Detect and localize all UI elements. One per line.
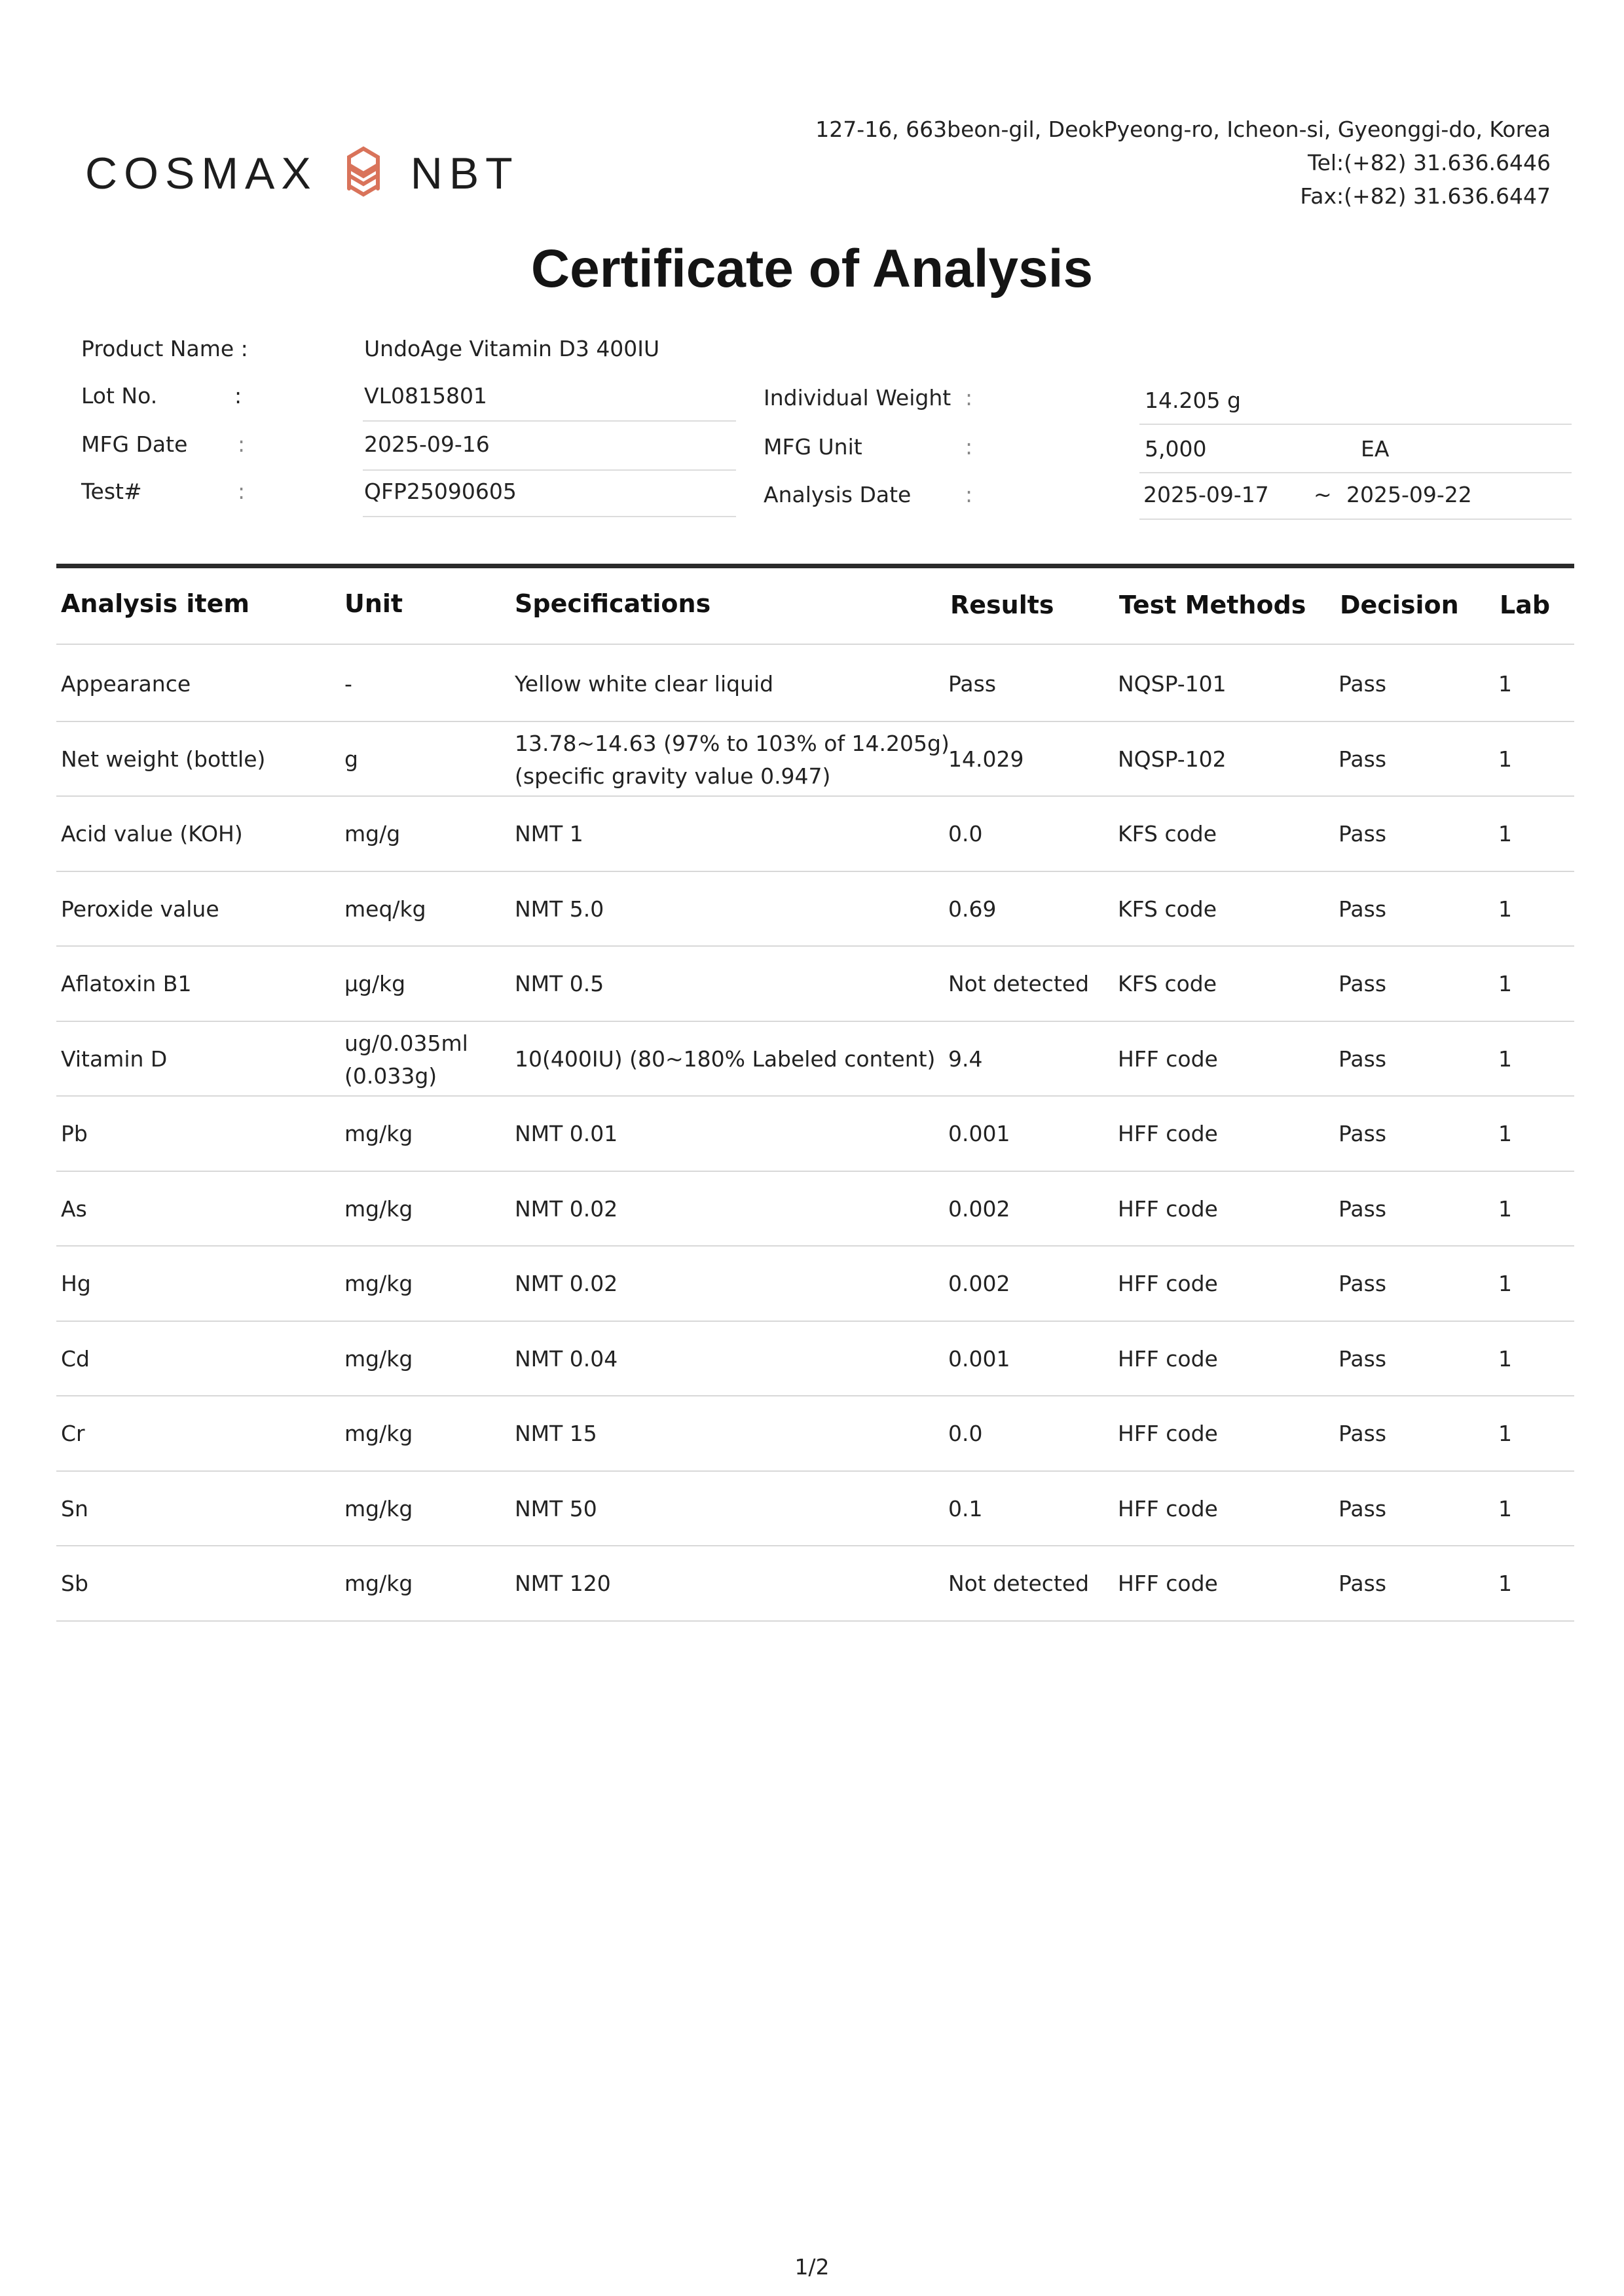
row-decision-line: Pass xyxy=(1338,746,1387,772)
row-unit-line: μg/kg xyxy=(344,971,406,996)
row-spec xyxy=(515,1193,618,1226)
mfg-unit-colon: : xyxy=(965,434,973,460)
row-item-line: Pb xyxy=(61,1121,88,1146)
row-method xyxy=(1118,743,1227,776)
row-lab-line: 1 xyxy=(1498,1345,1512,1372)
row-divider xyxy=(56,1245,1574,1247)
row-item xyxy=(61,1118,88,1150)
row-method xyxy=(1118,1043,1218,1076)
row-divider xyxy=(56,1470,1574,1472)
row-result-line: 0.1 xyxy=(948,1495,983,1522)
mfg-date-value: 2025-09-16 xyxy=(364,431,490,457)
product-name-label: Product Name : xyxy=(81,336,248,361)
mfg-unit-label: MFG Unit xyxy=(764,434,862,460)
row-item-line: As xyxy=(61,1195,87,1222)
row-unit-line: ug/0.035ml xyxy=(344,1030,468,1056)
row-result xyxy=(948,818,982,850)
product-name-value: UndoAge Vitamin D3 400IU xyxy=(364,336,660,361)
row-decision-line: Pass xyxy=(1338,1121,1387,1146)
row-unit xyxy=(344,668,352,701)
individual-weight-colon: : xyxy=(965,385,973,410)
row-result xyxy=(948,1118,1010,1150)
row-divider xyxy=(56,1095,1574,1097)
row-unit-line: mg/kg xyxy=(344,1495,413,1522)
row-spec-line: NMT 50 xyxy=(515,1495,597,1522)
row-result xyxy=(948,1567,1089,1600)
row-spec xyxy=(515,1267,618,1300)
row-result xyxy=(948,668,996,701)
document-title: Certificate of Analysis xyxy=(530,239,1094,299)
row-decision-line: Pass xyxy=(1338,821,1387,847)
mfg-date-colon: : xyxy=(238,431,246,457)
row-unit xyxy=(344,968,405,1000)
header-test-methods: Test Methods xyxy=(1119,591,1306,619)
company-address: 127-16, 663beon-gil, DeokPyeong-ro, Icheon-si, Gyeonggi-do, Korea xyxy=(815,117,1551,142)
row-decision xyxy=(1338,1567,1386,1600)
row-lab xyxy=(1498,1267,1512,1300)
header-lab: Lab xyxy=(1500,591,1551,619)
row-method xyxy=(1118,1193,1218,1226)
row-result-line: 0.69 xyxy=(948,896,997,922)
row-decision xyxy=(1338,818,1386,850)
row-result xyxy=(948,968,1089,1000)
row-lab xyxy=(1498,1343,1512,1376)
row-result xyxy=(948,1193,1010,1226)
row-lab xyxy=(1498,1417,1512,1450)
row-method xyxy=(1118,968,1217,1000)
row-spec xyxy=(515,1493,597,1525)
analysis-date-underline xyxy=(1139,519,1572,520)
row-method xyxy=(1118,1417,1218,1450)
row-item-line: Net weight (bottle) xyxy=(61,746,266,772)
row-decision-line: Pass xyxy=(1338,671,1387,697)
row-spec xyxy=(515,727,950,793)
row-spec xyxy=(515,668,773,701)
row-result-line: 0.001 xyxy=(948,1121,1010,1146)
row-method xyxy=(1118,1267,1218,1300)
company-tel: Tel:(+82) 31.636.6446 xyxy=(1308,150,1551,175)
row-unit-line: meq/kg xyxy=(344,896,426,922)
row-method xyxy=(1118,1118,1218,1150)
row-method xyxy=(1118,1567,1218,1600)
row-decision xyxy=(1338,668,1386,701)
row-decision xyxy=(1338,1118,1386,1150)
row-unit xyxy=(344,1343,413,1376)
row-unit xyxy=(344,1027,468,1093)
header-decision: Decision xyxy=(1340,591,1459,619)
row-item xyxy=(61,1193,87,1226)
row-spec-line: NMT 0.02 xyxy=(515,1195,618,1222)
row-unit xyxy=(344,1193,413,1226)
row-unit xyxy=(344,1417,413,1450)
test-colon: : xyxy=(238,479,246,504)
row-item-line: Sb xyxy=(61,1571,88,1596)
row-spec-line: NMT 120 xyxy=(515,1571,611,1596)
row-unit-line: mg/g xyxy=(344,821,401,847)
row-unit xyxy=(344,743,358,776)
row-lab xyxy=(1498,968,1512,1000)
individual-weight-value: 14.205 g xyxy=(1145,388,1241,413)
row-item-line: Appearance xyxy=(61,671,191,697)
row-unit-line: mg/kg xyxy=(344,1121,413,1146)
row-spec-line: NMT 0.02 xyxy=(515,1271,618,1296)
row-divider xyxy=(56,871,1574,872)
row-item xyxy=(61,818,243,850)
row-lab xyxy=(1498,668,1512,701)
row-decision-line: Pass xyxy=(1338,1571,1387,1596)
row-lab xyxy=(1498,1567,1512,1600)
row-lab-line: 1 xyxy=(1498,1495,1512,1522)
row-decision xyxy=(1338,1343,1386,1376)
row-divider xyxy=(56,795,1574,797)
row-item-line: Sn xyxy=(61,1495,88,1522)
row-unit-line: mg/kg xyxy=(344,1421,413,1446)
row-decision-line: Pass xyxy=(1338,1421,1387,1446)
lot-colon: : xyxy=(234,383,242,409)
row-decision-line: Pass xyxy=(1338,971,1387,996)
brand-name-left: COSMAX xyxy=(85,149,318,198)
row-item xyxy=(61,893,219,926)
table-top-rule xyxy=(56,564,1574,568)
row-method xyxy=(1118,893,1217,926)
row-item xyxy=(61,1043,167,1076)
row-item xyxy=(61,968,191,1000)
individual-weight-label: Individual Weight xyxy=(764,385,951,410)
row-method-line: HFF code xyxy=(1118,1121,1218,1146)
row-decision-line: Pass xyxy=(1338,1046,1387,1072)
row-unit-line: mg/kg xyxy=(344,1195,413,1222)
row-method-line: HFF code xyxy=(1118,1421,1218,1446)
row-unit xyxy=(344,1567,413,1600)
row-unit xyxy=(344,818,400,850)
row-lab-line: 1 xyxy=(1498,746,1512,772)
row-spec-line: NMT 5.0 xyxy=(515,896,604,922)
row-method-line: HFF code xyxy=(1118,1571,1218,1596)
row-method-line: KFS code xyxy=(1118,821,1217,847)
row-lab xyxy=(1498,1118,1512,1150)
row-method xyxy=(1118,1343,1218,1376)
row-spec-line: NMT 1 xyxy=(515,821,583,847)
row-decision xyxy=(1338,1267,1386,1300)
row-item xyxy=(61,668,191,701)
row-lab-line: 1 xyxy=(1498,1046,1512,1072)
row-result xyxy=(948,1267,1010,1300)
lot-label: Lot No. xyxy=(81,383,158,409)
table-header-rule xyxy=(56,644,1574,645)
page-number: 1/2 xyxy=(794,2254,830,2280)
row-method xyxy=(1118,1493,1218,1525)
row-spec-line: NMT 0.5 xyxy=(515,971,604,996)
lot-value: VL0815801 xyxy=(364,383,487,409)
row-spec-line: NMT 15 xyxy=(515,1421,597,1446)
mfg-date-underline xyxy=(363,469,736,471)
row-result xyxy=(948,1493,982,1525)
row-spec-line: NMT 0.04 xyxy=(515,1345,618,1372)
row-divider xyxy=(56,1395,1574,1396)
row-spec xyxy=(515,893,604,926)
row-decision-line: Pass xyxy=(1338,1271,1387,1296)
row-decision xyxy=(1338,893,1386,926)
row-result-line: Not detected xyxy=(948,971,1090,996)
row-divider xyxy=(56,721,1574,722)
row-unit-line-2: (0.033g) xyxy=(344,1063,437,1089)
row-lab-line: 1 xyxy=(1498,671,1512,697)
row-lab xyxy=(1498,1493,1512,1525)
row-spec xyxy=(515,1118,618,1150)
lot-underline xyxy=(363,420,736,422)
row-lab xyxy=(1498,1043,1512,1076)
row-spec-line: 10(400IU) (80~180% Labeled content) xyxy=(515,1046,936,1072)
row-spec xyxy=(515,968,604,1000)
row-decision-line: Pass xyxy=(1338,896,1387,922)
row-method-line: HFF code xyxy=(1118,1345,1218,1372)
row-result xyxy=(948,1417,982,1450)
row-unit xyxy=(344,1118,413,1150)
analysis-date-separator: ~ xyxy=(1314,482,1332,507)
row-decision xyxy=(1338,1417,1386,1450)
row-decision xyxy=(1338,968,1386,1000)
row-method-line: HFF code xyxy=(1118,1271,1218,1296)
test-value: QFP25090605 xyxy=(364,479,517,504)
row-result-line: 0.002 xyxy=(948,1271,1010,1296)
row-method xyxy=(1118,668,1227,701)
row-unit-line: mg/kg xyxy=(344,1571,413,1596)
row-divider xyxy=(56,1321,1574,1322)
row-result-line: Not detected xyxy=(948,1571,1090,1596)
row-method-line: HFF code xyxy=(1118,1495,1218,1522)
analysis-date-label: Analysis Date xyxy=(764,482,912,507)
individual-weight-underline xyxy=(1139,424,1572,425)
row-spec-line: Yellow white clear liquid xyxy=(515,671,774,697)
row-result-line: 14.029 xyxy=(948,746,1024,772)
row-item-line: Peroxide value xyxy=(61,896,219,922)
header-unit: Unit xyxy=(344,589,403,618)
row-decision xyxy=(1338,1193,1386,1226)
row-divider xyxy=(56,1021,1574,1022)
row-spec xyxy=(515,1043,935,1076)
header-results: Results xyxy=(950,591,1054,619)
row-result-line: 0.0 xyxy=(948,1421,983,1446)
analysis-date-from: 2025-09-17 xyxy=(1143,482,1269,507)
row-spec-line: NMT 0.01 xyxy=(515,1121,618,1146)
row-lab-line: 1 xyxy=(1498,1271,1512,1296)
row-unit-line: mg/kg xyxy=(344,1271,413,1296)
row-item-line: Acid value (KOH) xyxy=(61,821,243,847)
row-method-line: HFF code xyxy=(1118,1046,1218,1072)
row-item xyxy=(61,1493,88,1525)
mfg-date-label: MFG Date xyxy=(81,431,188,457)
row-result-line: 0.002 xyxy=(948,1195,1010,1222)
row-lab-line: 1 xyxy=(1498,1421,1512,1446)
analysis-date-colon: : xyxy=(965,482,973,507)
row-result-line: Pass xyxy=(948,671,997,697)
row-method-line: NQSP-101 xyxy=(1118,671,1227,697)
row-lab-line: 1 xyxy=(1498,1571,1512,1596)
row-unit-line: g xyxy=(344,746,358,772)
test-label: Test# xyxy=(81,479,142,504)
row-divider xyxy=(56,1171,1574,1172)
row-spec-line: 13.78~14.63 (97% to 103% of 14.205g) xyxy=(515,730,950,756)
row-unit-line: - xyxy=(344,671,352,697)
row-item xyxy=(61,743,265,776)
row-spec-line-2: (specific gravity value 0.947) xyxy=(515,763,831,789)
mfg-unit-underline xyxy=(1139,472,1572,473)
row-result-line: 0.0 xyxy=(948,821,983,847)
header-specifications: Specifications xyxy=(515,589,711,618)
company-address-block xyxy=(815,113,1551,213)
row-method-line: KFS code xyxy=(1118,971,1217,996)
row-spec xyxy=(515,1343,618,1376)
company-fax: Fax:(+82) 31.636.6447 xyxy=(1300,183,1551,209)
row-method-line: HFF code xyxy=(1118,1195,1218,1222)
row-lab-line: 1 xyxy=(1498,1195,1512,1222)
row-result-line: 9.4 xyxy=(948,1046,983,1072)
row-spec xyxy=(515,818,583,850)
row-spec xyxy=(515,1567,611,1600)
mfg-unit-suffix: EA xyxy=(1361,436,1390,462)
test-underline xyxy=(363,516,736,517)
analysis-date-to: 2025-09-22 xyxy=(1346,482,1472,507)
row-result xyxy=(948,893,996,926)
row-decision xyxy=(1338,1043,1386,1076)
company-logo xyxy=(85,141,519,206)
row-result xyxy=(948,1343,1010,1376)
row-unit xyxy=(344,1267,413,1300)
row-lab-line: 1 xyxy=(1498,1121,1512,1146)
row-spec xyxy=(515,1417,597,1450)
row-lab xyxy=(1498,1193,1512,1226)
row-decision-line: Pass xyxy=(1338,1195,1387,1222)
row-item xyxy=(61,1567,88,1600)
row-lab xyxy=(1498,893,1512,926)
row-item xyxy=(61,1267,91,1300)
header-analysis-item: Analysis item xyxy=(61,589,249,618)
row-unit xyxy=(344,1493,413,1525)
row-unit-line: mg/kg xyxy=(344,1345,413,1372)
brand-name-right: NBT xyxy=(410,149,519,198)
row-divider xyxy=(56,1545,1574,1546)
row-item-line: Aflatoxin B1 xyxy=(61,971,192,996)
row-result xyxy=(948,743,1024,776)
row-unit xyxy=(344,893,426,926)
row-item-line: Hg xyxy=(61,1271,91,1296)
row-result xyxy=(948,1043,982,1076)
mfg-unit-value: 5,000 xyxy=(1145,436,1207,462)
row-result-line: 0.001 xyxy=(948,1345,1010,1372)
row-divider xyxy=(56,1620,1574,1622)
row-lab xyxy=(1498,743,1512,776)
row-item xyxy=(61,1343,90,1376)
row-item xyxy=(61,1417,85,1450)
row-decision xyxy=(1338,743,1386,776)
row-lab-line: 1 xyxy=(1498,821,1512,847)
row-decision-line: Pass xyxy=(1338,1345,1387,1372)
row-method-line: KFS code xyxy=(1118,896,1217,922)
row-item-line: Vitamin D xyxy=(61,1046,168,1072)
row-item-line: Cr xyxy=(61,1421,85,1446)
row-item-line: Cd xyxy=(61,1345,90,1372)
row-lab-line: 1 xyxy=(1498,896,1512,922)
row-decision xyxy=(1338,1493,1386,1525)
row-decision-line: Pass xyxy=(1338,1495,1387,1522)
row-lab-line: 1 xyxy=(1498,971,1512,996)
brand-mark-icon xyxy=(344,145,383,202)
row-method xyxy=(1118,818,1217,850)
row-method-line: NQSP-102 xyxy=(1118,746,1227,772)
row-divider xyxy=(56,945,1574,947)
row-lab xyxy=(1498,818,1512,850)
